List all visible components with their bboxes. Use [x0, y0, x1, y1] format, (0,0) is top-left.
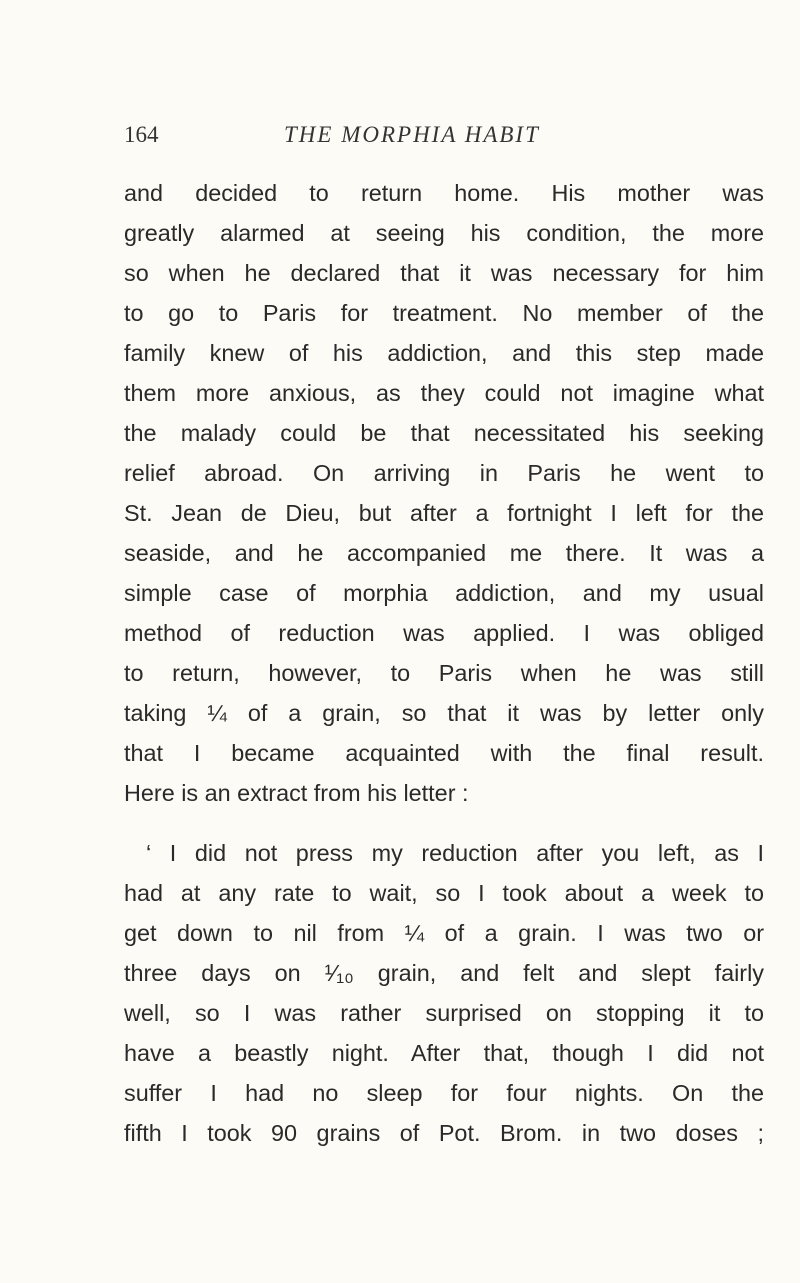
quote-line: suffer I had no sleep for four nights. On the [124, 1080, 764, 1106]
quote-line: get down to nil from ¼ of a grain. I was two or [124, 920, 764, 946]
body-line: so when he declared that it was necessary for him [124, 260, 764, 286]
running-title: THE MORPHIA HABIT [284, 122, 540, 147]
quote-line: well, so I was rather surprised on stopping it to [124, 1000, 764, 1026]
body-line: seaside, and he accompanied me there. It was a [124, 540, 764, 566]
quote-line: fifth I took 90 grains of Pot. Brom. in two doses ; [124, 1120, 764, 1146]
body-line: the malady could be that necessitated his seeking [124, 420, 764, 446]
body-line: simple case of morphia addiction, and my usual [124, 580, 764, 606]
body-line: Here is an extract from his letter : [124, 780, 469, 806]
body-line: to go to Paris for treatment. No member of the [124, 300, 764, 326]
body-line: greatly alarmed at seeing his condition, the more [124, 220, 764, 246]
body-line: to return, however, to Paris when he was still [124, 660, 764, 686]
quote-line: had at any rate to wait, so I took about a week to [124, 880, 764, 906]
body-line: them more anxious, as they could not imagine what [124, 380, 764, 406]
body-line: relief abroad. On arriving in Paris he went to [124, 460, 764, 486]
running-head [124, 122, 764, 158]
page-number: 164 [124, 122, 159, 147]
body-line: that I became acquainted with the final result. [124, 740, 764, 766]
body-line: St. Jean de Dieu, but after a fortnight I left for the [124, 500, 764, 526]
body-line: method of reduction was applied. I was obliged [124, 620, 764, 646]
body-line: family knew of his addiction, and this step made [124, 340, 764, 366]
quote-line: three days on ¹⁄₁₀ grain, and felt and slept fairly [124, 960, 764, 986]
quote-line: ‘ I did not press my reduction after you left, as I [146, 840, 764, 866]
quote-line: have a beastly night. After that, though I did not [124, 1040, 764, 1066]
body-line: taking ¼ of a grain, so that it was by letter only [124, 700, 764, 726]
body-line: and decided to return home. His mother was [124, 180, 764, 206]
